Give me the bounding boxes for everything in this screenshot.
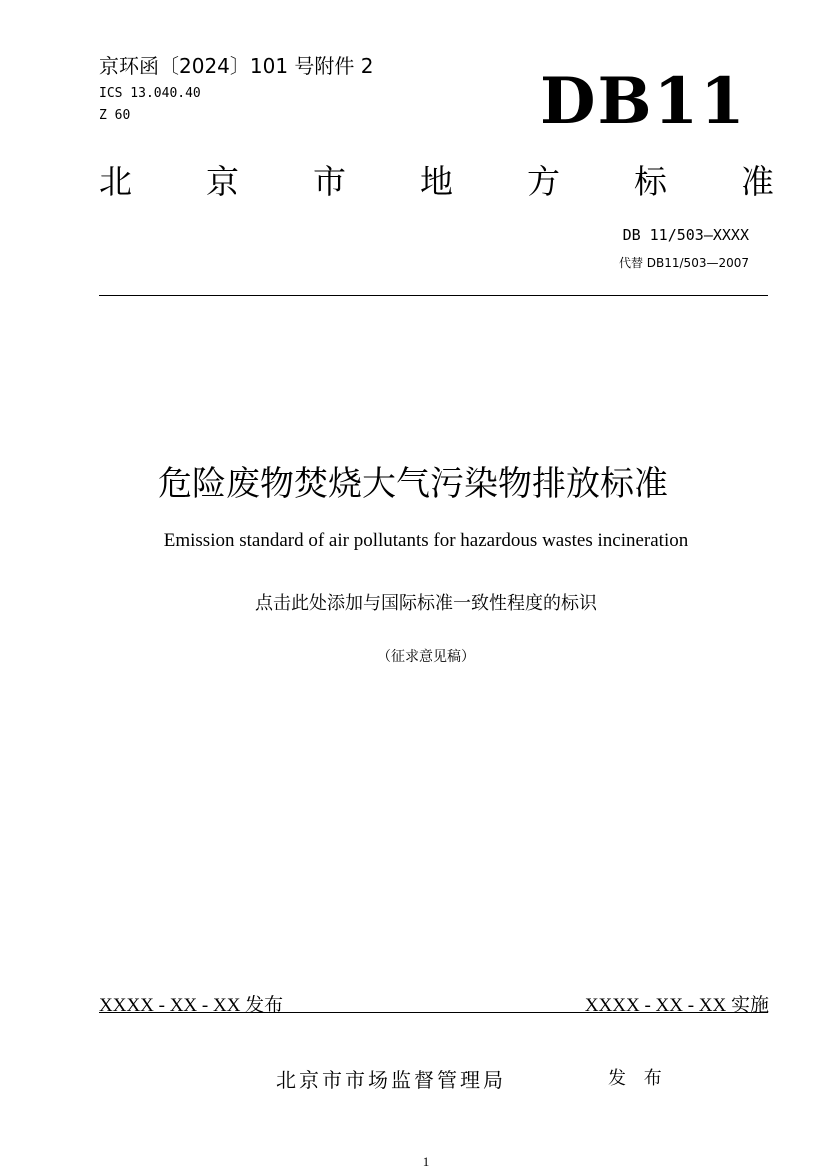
issuing-authority: 北京市市场监督管理局 — [276, 1068, 506, 1092]
standard-type-char: 准 — [741, 162, 774, 201]
issue-label: 发 布 — [608, 1068, 668, 1089]
standard-type-char: 北 — [99, 162, 132, 201]
replaces-standard: 代替 DB11/503—2007 — [618, 256, 749, 270]
page-number: 1 — [422, 1154, 430, 1169]
issue-date: XXXX - XX - XX 发布 — [99, 995, 284, 1016]
consistency-placeholder[interactable]: 点击此处添加与国际标准一致性程度的标识 — [255, 593, 597, 614]
standard-type-char: 市 — [313, 162, 346, 201]
ics-code: ICS 13.040.40 — [99, 86, 201, 101]
ccs-code: Z 60 — [99, 108, 131, 123]
implementation-date: XXXX - XX - XX 实施 — [584, 995, 769, 1016]
standard-type-heading — [99, 160, 774, 204]
footer-divider — [99, 1012, 768, 1013]
standard-logo: DB11 — [540, 64, 747, 139]
draft-status: （征求意见稿） — [377, 649, 475, 665]
standard-type-char: 方 — [527, 162, 560, 201]
standard-type-char: 京 — [206, 162, 239, 201]
document-title-english: Emission standard of air pollutants for hazardous wastes incineration — [163, 530, 689, 551]
standard-number: DB 11/503—XXXX — [622, 226, 749, 244]
header-divider — [99, 295, 768, 296]
document-title-chinese: 危险废物焚烧大气污染物排放标准 — [158, 464, 668, 504]
standard-type-char: 标 — [634, 162, 667, 201]
document-reference: 京环函〔2024〕101 号附件 2 — [99, 54, 374, 78]
standard-type-char: 地 — [420, 162, 453, 201]
